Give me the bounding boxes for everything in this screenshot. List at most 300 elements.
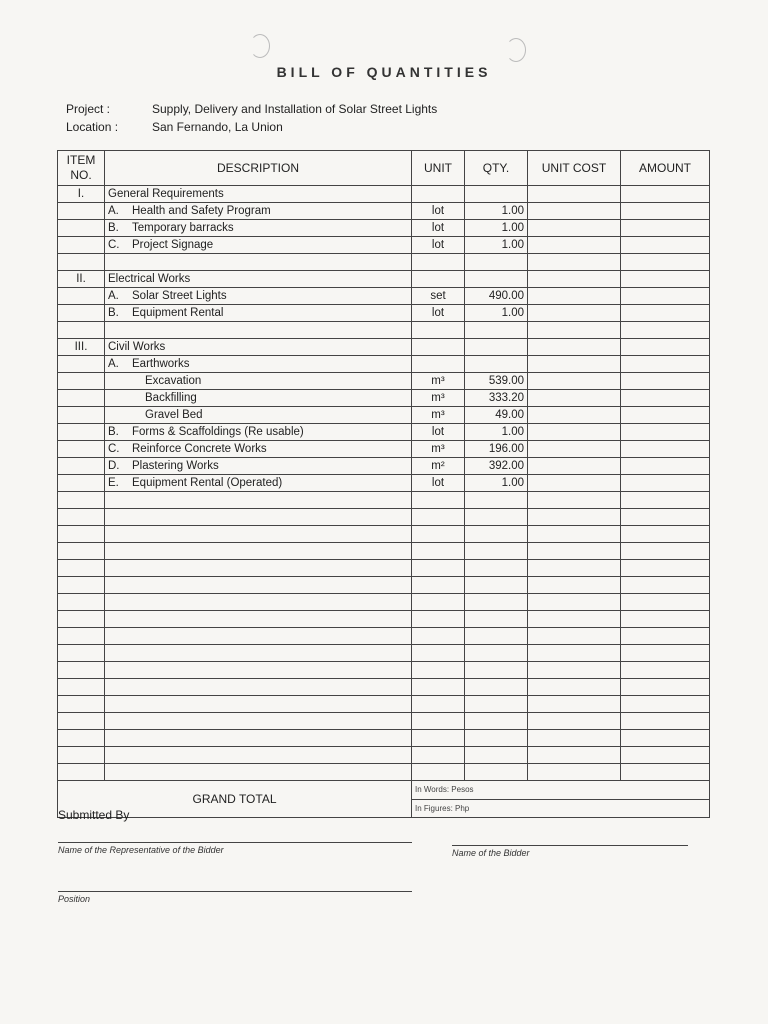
amount-cell	[621, 288, 710, 305]
qty-cell: 1.00	[465, 424, 528, 441]
amount-cell	[621, 628, 710, 645]
description-cell	[105, 186, 412, 203]
description-cell	[105, 220, 412, 237]
grand-total-in-figures: In Figures: Php	[412, 799, 710, 818]
description-text: Equipment Rental	[132, 306, 224, 319]
unit-cell	[412, 611, 465, 628]
item-no-cell	[58, 645, 105, 662]
unit-cost-cell	[528, 356, 621, 373]
location-line	[66, 120, 283, 134]
blank-row	[58, 594, 710, 611]
item-no-cell	[58, 492, 105, 509]
qty-cell: 333.20	[465, 390, 528, 407]
unit-cost-cell	[528, 764, 621, 781]
sub-item-letter: E.	[108, 476, 119, 489]
blank-row	[58, 662, 710, 679]
item-no-cell	[58, 509, 105, 526]
unit-cost-cell	[528, 271, 621, 288]
unit-cost-cell	[528, 611, 621, 628]
qty-cell	[465, 356, 528, 373]
unit-cost-cell	[528, 696, 621, 713]
unit-cell	[412, 662, 465, 679]
amount-cell	[621, 594, 710, 611]
description-cell	[105, 356, 412, 373]
amount-cell	[621, 254, 710, 271]
table-row	[58, 305, 710, 322]
qty-cell	[465, 526, 528, 543]
unit-cell	[412, 747, 465, 764]
qty-cell	[465, 577, 528, 594]
header-item-no: ITEM NO.	[58, 151, 105, 186]
item-no-cell	[58, 662, 105, 679]
description-text: Solar Street Lights	[132, 289, 227, 302]
amount-cell	[621, 764, 710, 781]
item-no-cell	[58, 713, 105, 730]
unit-cell	[412, 186, 465, 203]
unit-cell	[412, 577, 465, 594]
table-row	[58, 458, 710, 475]
amount-cell	[621, 747, 710, 764]
submitted-by-label: Submitted By	[58, 808, 130, 822]
description-text: Earthworks	[132, 357, 190, 370]
header-qty: QTY.	[465, 151, 528, 186]
unit-cost-cell	[528, 475, 621, 492]
qty-cell	[465, 628, 528, 645]
description-cell	[105, 339, 412, 356]
item-no-cell: I.	[58, 186, 105, 203]
grand-total-row	[58, 781, 710, 800]
qty-cell	[465, 543, 528, 560]
item-no-cell	[58, 203, 105, 220]
item-no-cell	[58, 305, 105, 322]
description-cell	[105, 492, 412, 509]
item-no-cell	[58, 424, 105, 441]
item-no-cell	[58, 220, 105, 237]
position-line	[58, 891, 412, 892]
qty-cell	[465, 322, 528, 339]
table-row	[58, 186, 710, 203]
description-text: Project Signage	[132, 238, 214, 251]
description-cell	[105, 305, 412, 322]
description-cell	[105, 203, 412, 220]
description-cell	[105, 441, 412, 458]
description-cell	[105, 560, 412, 577]
unit-cost-cell	[528, 339, 621, 356]
item-no-cell	[58, 560, 105, 577]
amount-cell	[621, 475, 710, 492]
unit-cost-cell	[528, 237, 621, 254]
qty-cell: 1.00	[465, 220, 528, 237]
qty-cell: 1.00	[465, 237, 528, 254]
item-no-cell	[58, 696, 105, 713]
unit-cost-cell	[528, 373, 621, 390]
table-row	[58, 390, 710, 407]
item-no-cell	[58, 543, 105, 560]
header-unit-cost: UNIT COST	[528, 151, 621, 186]
description-cell	[105, 696, 412, 713]
description-cell	[105, 509, 412, 526]
qty-cell: 1.00	[465, 305, 528, 322]
table-row	[58, 254, 710, 271]
item-no-cell: III.	[58, 339, 105, 356]
item-no-cell	[58, 475, 105, 492]
description-text: Equipment Rental (Operated)	[132, 476, 283, 489]
sub-item-letter: A.	[108, 204, 119, 217]
sub-item-letter: D.	[108, 459, 120, 472]
unit-cell	[412, 271, 465, 288]
item-no-cell	[58, 594, 105, 611]
description-cell	[105, 679, 412, 696]
item-no-cell	[58, 747, 105, 764]
table-row	[58, 339, 710, 356]
unit-cost-cell	[528, 509, 621, 526]
unit-cost-cell	[528, 203, 621, 220]
amount-cell	[621, 713, 710, 730]
table-row	[58, 441, 710, 458]
table-row	[58, 288, 710, 305]
qty-cell	[465, 271, 528, 288]
grand-total-in-words: In Words: Pesos	[412, 781, 710, 800]
sub-item-letter: B.	[108, 221, 119, 234]
qty-cell	[465, 611, 528, 628]
qty-cell	[465, 492, 528, 509]
unit-cell	[412, 254, 465, 271]
representative-signature-line	[58, 842, 412, 843]
unit-cost-cell	[528, 560, 621, 577]
unit-cost-cell	[528, 254, 621, 271]
bidder-caption: Name of the Bidder	[452, 848, 530, 858]
item-no-cell	[58, 730, 105, 747]
item-no-cell	[58, 373, 105, 390]
description-cell	[105, 543, 412, 560]
amount-cell	[621, 509, 710, 526]
amount-cell	[621, 492, 710, 509]
amount-cell	[621, 543, 710, 560]
description-cell	[105, 288, 412, 305]
qty-cell: 49.00	[465, 407, 528, 424]
unit-cost-cell	[528, 407, 621, 424]
amount-cell	[621, 339, 710, 356]
unit-cell	[412, 730, 465, 747]
description-cell	[105, 577, 412, 594]
unit-cell: lot	[412, 203, 465, 220]
qty-cell	[465, 594, 528, 611]
description-cell	[105, 645, 412, 662]
unit-cell: set	[412, 288, 465, 305]
unit-cell	[412, 339, 465, 356]
description-text: Gravel Bed	[145, 408, 203, 421]
description-cell	[105, 458, 412, 475]
unit-cell	[412, 645, 465, 662]
qty-cell	[465, 186, 528, 203]
unit-cell	[412, 713, 465, 730]
qty-cell: 392.00	[465, 458, 528, 475]
sub-item-letter: B.	[108, 425, 119, 438]
header-row	[58, 151, 710, 186]
project-label: Project :	[66, 102, 111, 116]
description-cell	[105, 271, 412, 288]
unit-cell: lot	[412, 475, 465, 492]
blank-row	[58, 747, 710, 764]
description-cell	[105, 747, 412, 764]
item-no-cell	[58, 288, 105, 305]
description-cell	[105, 254, 412, 271]
unit-cost-cell	[528, 441, 621, 458]
amount-cell	[621, 186, 710, 203]
qty-cell	[465, 764, 528, 781]
blank-row	[58, 492, 710, 509]
amount-cell	[621, 322, 710, 339]
amount-cell	[621, 679, 710, 696]
amount-cell	[621, 645, 710, 662]
amount-cell	[621, 696, 710, 713]
description-cell	[105, 475, 412, 492]
unit-cell: m³	[412, 407, 465, 424]
item-no-cell	[58, 237, 105, 254]
description-text: Electrical Works	[108, 272, 191, 285]
grand-total-label: GRAND TOTAL	[58, 781, 412, 818]
unit-cost-cell	[528, 305, 621, 322]
description-cell	[105, 730, 412, 747]
unit-cell	[412, 594, 465, 611]
amount-cell	[621, 611, 710, 628]
amount-cell	[621, 305, 710, 322]
item-no-cell	[58, 611, 105, 628]
unit-cost-cell	[528, 713, 621, 730]
description-cell	[105, 390, 412, 407]
item-no-cell	[58, 628, 105, 645]
punch-hole-left	[250, 34, 270, 58]
unit-cost-cell	[528, 577, 621, 594]
bidder-signature-line	[452, 845, 688, 846]
unit-cell: lot	[412, 424, 465, 441]
blank-row	[58, 645, 710, 662]
unit-cell	[412, 492, 465, 509]
sub-item-letter: B.	[108, 306, 119, 319]
unit-cost-cell	[528, 526, 621, 543]
description-cell	[105, 237, 412, 254]
unit-cost-cell	[528, 628, 621, 645]
description-cell	[105, 373, 412, 390]
description-text: Excavation	[145, 374, 202, 387]
amount-cell	[621, 237, 710, 254]
qty-cell	[465, 509, 528, 526]
item-no-cell	[58, 254, 105, 271]
unit-cell	[412, 356, 465, 373]
item-no-cell	[58, 679, 105, 696]
unit-cell	[412, 628, 465, 645]
item-no-cell	[58, 322, 105, 339]
table-row	[58, 203, 710, 220]
qty-cell	[465, 645, 528, 662]
description-text: General Requirements	[108, 187, 224, 200]
description-cell	[105, 407, 412, 424]
amount-cell	[621, 560, 710, 577]
item-no-cell	[58, 526, 105, 543]
unit-cell	[412, 560, 465, 577]
punch-hole-right	[506, 38, 526, 62]
description-cell	[105, 322, 412, 339]
table-row	[58, 271, 710, 288]
item-no-cell	[58, 764, 105, 781]
unit-cell	[412, 322, 465, 339]
qty-cell	[465, 679, 528, 696]
qty-cell	[465, 730, 528, 747]
sub-item-letter: A.	[108, 357, 119, 370]
position-caption: Position	[58, 894, 91, 904]
table-row	[58, 424, 710, 441]
description-cell	[105, 662, 412, 679]
description-cell	[105, 594, 412, 611]
blank-row	[58, 509, 710, 526]
qty-cell: 1.00	[465, 475, 528, 492]
unit-cell	[412, 764, 465, 781]
qty-cell: 539.00	[465, 373, 528, 390]
unit-cost-cell	[528, 288, 621, 305]
description-text: Civil Works	[108, 340, 166, 353]
boq-table	[57, 150, 710, 818]
qty-cell: 196.00	[465, 441, 528, 458]
description-text: Temporary barracks	[132, 221, 234, 234]
boq-body	[58, 186, 710, 781]
amount-cell	[621, 526, 710, 543]
unit-cell: lot	[412, 237, 465, 254]
amount-cell	[621, 730, 710, 747]
blank-row	[58, 764, 710, 781]
unit-cell	[412, 543, 465, 560]
blank-row	[58, 526, 710, 543]
unit-cell: m²	[412, 458, 465, 475]
representative-caption: Name of the Representative of the Bidder	[58, 845, 224, 855]
header-description: DESCRIPTION	[105, 151, 412, 186]
amount-cell	[621, 220, 710, 237]
unit-cost-cell	[528, 747, 621, 764]
unit-cell	[412, 679, 465, 696]
amount-cell	[621, 203, 710, 220]
description-cell	[105, 713, 412, 730]
description-text: Health and Safety Program	[132, 204, 271, 217]
qty-cell	[465, 713, 528, 730]
unit-cell: m³	[412, 390, 465, 407]
sub-item-letter: A.	[108, 289, 119, 302]
qty-cell	[465, 662, 528, 679]
blank-row	[58, 577, 710, 594]
blank-row	[58, 696, 710, 713]
blank-row	[58, 560, 710, 577]
table-row	[58, 237, 710, 254]
description-cell	[105, 764, 412, 781]
unit-cell: lot	[412, 305, 465, 322]
table-row	[58, 356, 710, 373]
description-text: Forms & Scaffoldings (Re usable)	[132, 425, 304, 438]
blank-row	[58, 628, 710, 645]
unit-cell: m³	[412, 441, 465, 458]
table-row	[58, 220, 710, 237]
blank-row	[58, 713, 710, 730]
item-no-cell	[58, 441, 105, 458]
unit-cell: m³	[412, 373, 465, 390]
qty-cell: 490.00	[465, 288, 528, 305]
amount-cell	[621, 458, 710, 475]
table-row	[58, 373, 710, 390]
project-value: Supply, Delivery and Installation of Solar Street Lights	[152, 102, 438, 116]
blank-row	[58, 679, 710, 696]
unit-cost-cell	[528, 424, 621, 441]
blank-row	[58, 543, 710, 560]
item-no-cell	[58, 458, 105, 475]
header-unit: UNIT	[412, 151, 465, 186]
description-text: Backfilling	[145, 391, 197, 404]
amount-cell	[621, 407, 710, 424]
description-cell	[105, 526, 412, 543]
unit-cell: lot	[412, 220, 465, 237]
item-no-cell	[58, 407, 105, 424]
item-no-cell	[58, 356, 105, 373]
qty-cell	[465, 254, 528, 271]
unit-cell	[412, 509, 465, 526]
location-value: San Fernando, La Union	[152, 120, 283, 134]
location-label: Location :	[66, 120, 119, 134]
sub-item-letter: C.	[108, 238, 120, 251]
unit-cell	[412, 526, 465, 543]
blank-row	[58, 611, 710, 628]
qty-cell	[465, 696, 528, 713]
item-no-cell: II.	[58, 271, 105, 288]
item-no-cell	[58, 577, 105, 594]
document-title: BILL OF QUANTITIES	[276, 64, 492, 80]
description-cell	[105, 611, 412, 628]
qty-cell	[465, 747, 528, 764]
qty-cell	[465, 339, 528, 356]
table-row	[58, 407, 710, 424]
description-text: Plastering Works	[132, 459, 219, 472]
qty-cell	[465, 560, 528, 577]
amount-cell	[621, 441, 710, 458]
table-row	[58, 322, 710, 339]
table-row	[58, 475, 710, 492]
unit-cost-cell	[528, 186, 621, 203]
amount-cell	[621, 577, 710, 594]
sub-item-letter: C.	[108, 442, 120, 455]
unit-cost-cell	[528, 662, 621, 679]
unit-cost-cell	[528, 730, 621, 747]
amount-cell	[621, 271, 710, 288]
unit-cell	[412, 696, 465, 713]
header-amount: AMOUNT	[621, 151, 710, 186]
unit-cost-cell	[528, 543, 621, 560]
unit-cost-cell	[528, 390, 621, 407]
item-no-cell	[58, 390, 105, 407]
unit-cost-cell	[528, 679, 621, 696]
description-text: Reinforce Concrete Works	[132, 442, 267, 455]
unit-cost-cell	[528, 220, 621, 237]
amount-cell	[621, 424, 710, 441]
description-cell	[105, 424, 412, 441]
amount-cell	[621, 390, 710, 407]
unit-cost-cell	[528, 594, 621, 611]
unit-cost-cell	[528, 458, 621, 475]
unit-cost-cell	[528, 645, 621, 662]
qty-cell: 1.00	[465, 203, 528, 220]
description-cell	[105, 628, 412, 645]
amount-cell	[621, 662, 710, 679]
amount-cell	[621, 373, 710, 390]
project-line	[66, 102, 437, 116]
unit-cost-cell	[528, 322, 621, 339]
unit-cost-cell	[528, 492, 621, 509]
amount-cell	[621, 356, 710, 373]
blank-row	[58, 730, 710, 747]
